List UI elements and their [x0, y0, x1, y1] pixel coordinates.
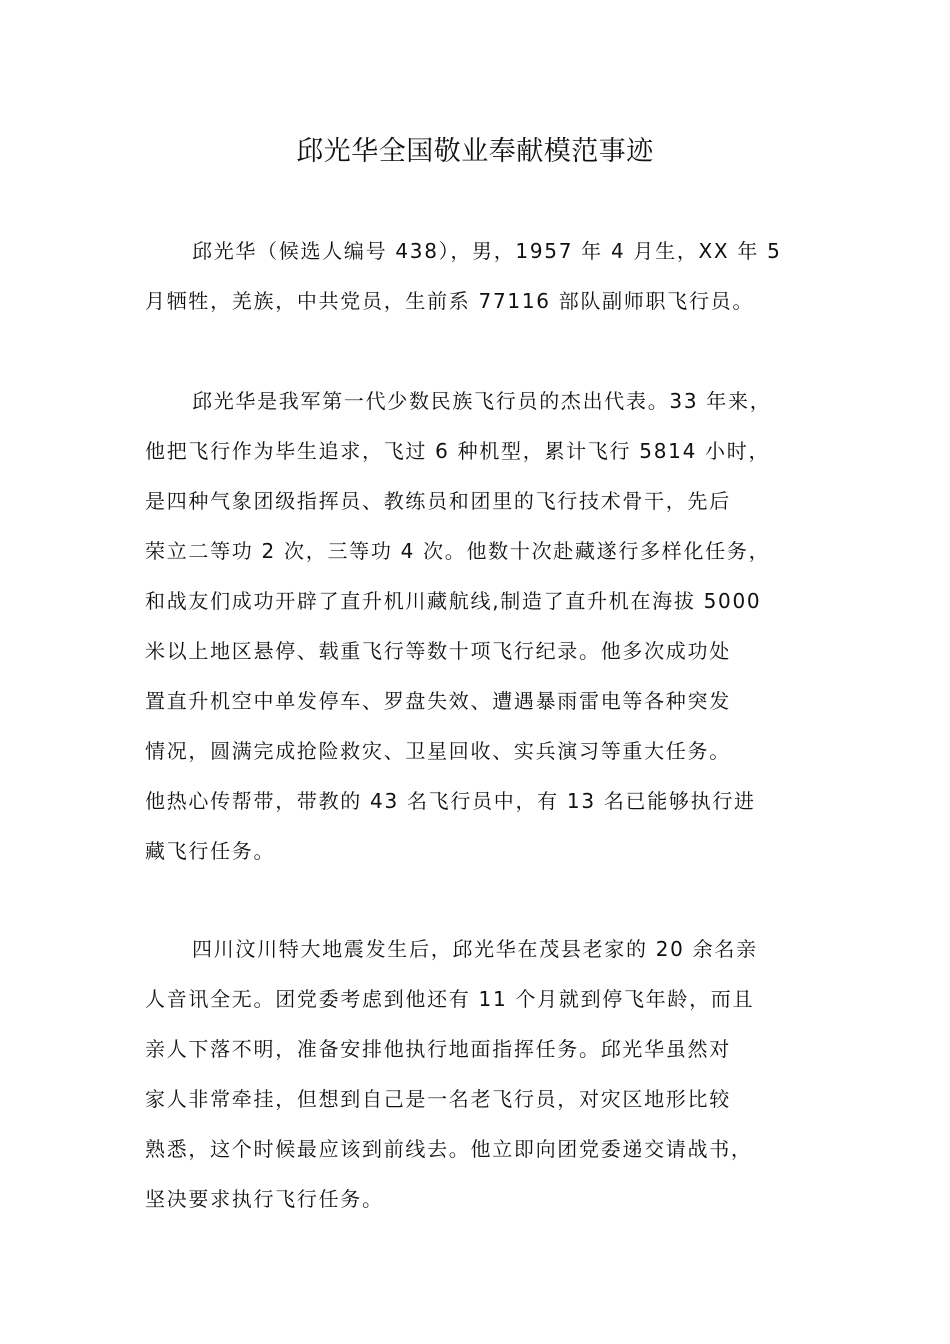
paragraph-line: 是四种气象团级指挥员、教练员和团里的飞行技术骨干，先后	[145, 489, 731, 513]
paragraph-line: 他把飞行作为毕生追求，飞过 6 种机型，累计飞行 5814 小时，	[145, 439, 771, 463]
paragraph-line: 置直升机空中单发停车、罗盘失效、遭遇暴雨雷电等各种突发	[145, 689, 731, 713]
paragraph-line: 和战友们成功开辟了直升机川藏航线,制造了直升机在海拔 5000	[145, 589, 762, 613]
paragraph-line: 坚决要求执行飞行任务。	[145, 1187, 384, 1211]
paragraph-line: 邱光华是我军第一代少数民族飞行员的杰出代表。33 年来，	[192, 389, 772, 413]
paragraph-line: 亲人下落不明，准备安排他执行地面指挥任务。邱光华虽然对	[145, 1037, 731, 1061]
paragraph-line: 家人非常牵挂，但想到自己是一名老飞行员，对灾区地形比较	[145, 1087, 731, 1111]
paragraph-line: 荣立二等功 2 次，三等功 4 次。他数十次赴藏遂行多样化任务，	[145, 539, 771, 563]
paragraph-line: 藏飞行任务。	[145, 839, 276, 863]
paragraph-line: 邱光华（候选人编号 438），男，1957 年 4 月生，XX 年 5	[192, 239, 782, 263]
document-title: 邱光华全国敬业奉献模范事迹	[296, 136, 654, 167]
paragraph-line: 他热心传帮带，带教的 43 名飞行员中，有 13 名已能够执行进	[145, 789, 756, 813]
paragraph-line: 月牺牲，羌族，中共党员，生前系 77116 部队副师职飞行员。	[145, 289, 755, 313]
paragraph-line: 熟悉，这个时候最应该到前线去。他立即向团党委递交请战书，	[145, 1137, 753, 1161]
paragraph-line: 四川汶川特大地震发生后，邱光华在茂县老家的 20 余名亲	[192, 937, 758, 961]
paragraph-line: 情况，圆满完成抢险救灾、卫星回收、实兵演习等重大任务。	[145, 739, 731, 763]
paragraph-line: 人音讯全无。团党委考虑到他还有 11 个月就到停飞年龄，而且	[145, 987, 755, 1011]
paragraph-line: 米以上地区悬停、载重飞行等数十项飞行纪录。他多次成功处	[145, 639, 731, 663]
